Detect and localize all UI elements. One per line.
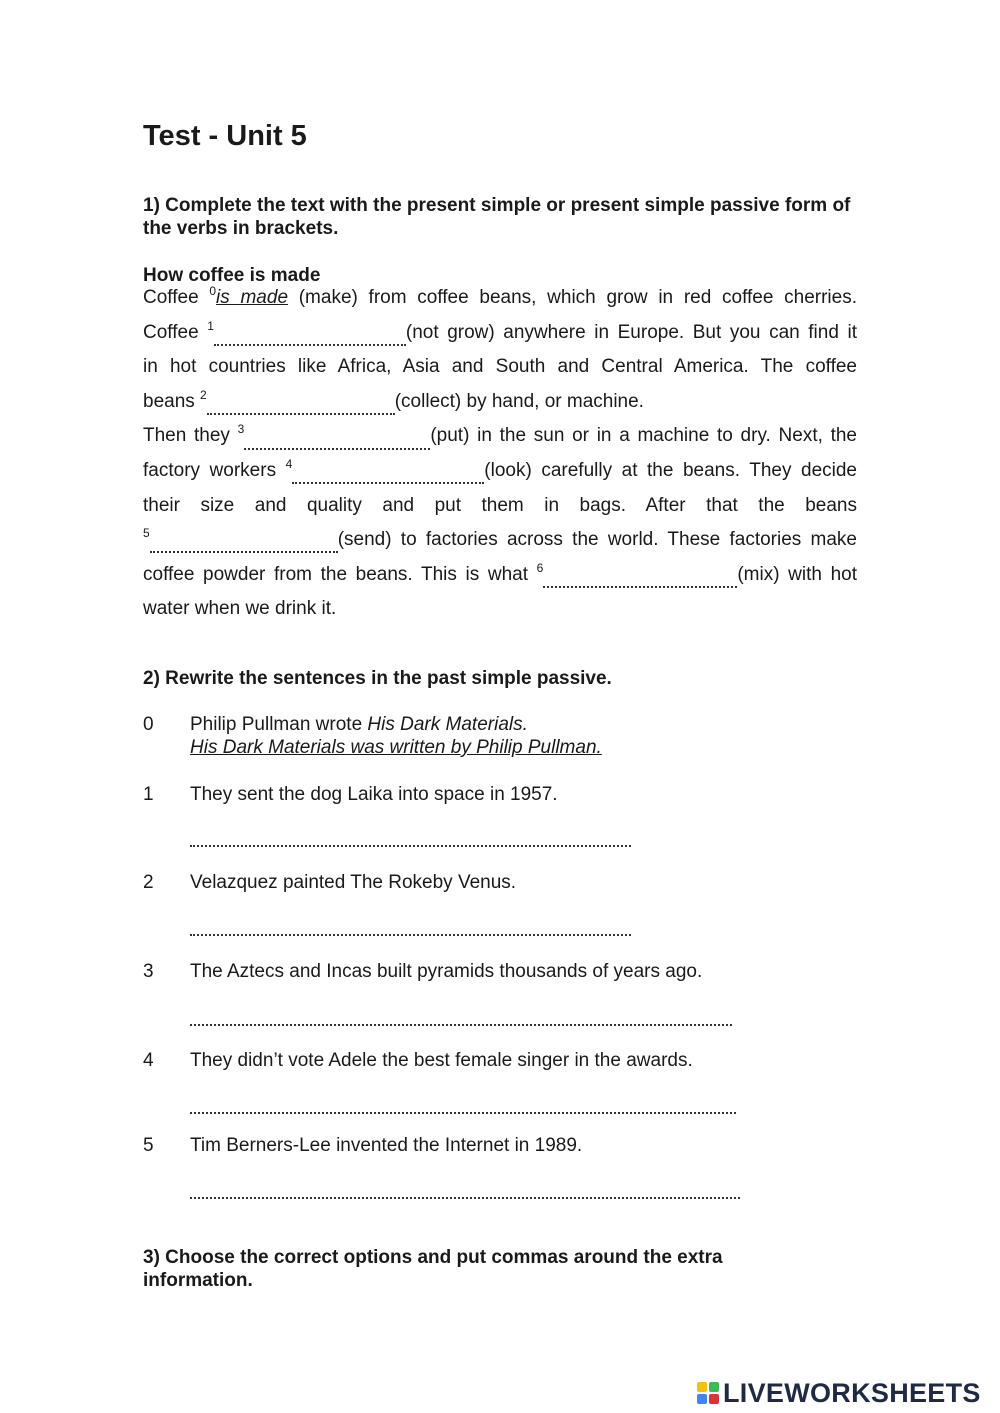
gap-4-input[interactable]	[292, 464, 484, 484]
liveworksheets-logo-icon	[697, 1380, 721, 1406]
gap-3-input[interactable]	[244, 430, 430, 450]
liveworksheets-logo	[697, 1376, 981, 1410]
text-line-5: Then they $^3$ (put) in the sun or in a machine to dry. Next, the	[143, 419, 857, 454]
section1-instruction: 1) Complete the text with the present simple or present simple passive form of the verbs in brackets.	[143, 195, 851, 239]
answer-input-4[interactable]	[190, 1098, 736, 1114]
logo-text: LIVEWORKSHEETS	[723, 1377, 981, 1408]
section3-instruction: 3) Choose the correct options and put commas around the extra information.	[143, 1247, 723, 1291]
answer-input-2[interactable]	[190, 920, 631, 936]
coffee-text	[143, 281, 857, 627]
text-line-6: factory workers $^4$ (look) carefully at the beans. They decide	[143, 454, 857, 489]
text-line-3: in hot countries like Africa, Asia and South and Central America. The coffee	[143, 356, 857, 378]
text-line-4: beans $^2$ (collect) by hand, or machine.	[143, 385, 857, 420]
example-answer: is made	[216, 287, 289, 308]
text-line-2: Coffee $^1$ (not grow) anywhere in Europe. But you can find it	[143, 316, 857, 351]
gap-1-input[interactable]	[214, 326, 406, 346]
section2-instruction: 2) Rewrite the sentences in the past simple passive.	[143, 668, 612, 689]
gap-6-input[interactable]	[543, 568, 737, 588]
page-title: Test - Unit 5	[143, 120, 307, 152]
section1-subheading: How coffee is made	[143, 265, 321, 286]
gap-2-input[interactable]	[207, 395, 395, 415]
text-line-8: $^5$ (send) to factories across the world. These factories make	[143, 523, 857, 558]
text-line-10: water when we drink it.	[143, 598, 337, 620]
gap-5-input[interactable]	[150, 533, 338, 553]
text-line-1: Coffee $^0$is made (make) from coffee beans, which grow in red coffee cherries.	[143, 284, 857, 308]
text-line-7: their size and quality and put them in bags. After that the beans	[143, 494, 857, 516]
answer-input-3[interactable]	[190, 1010, 732, 1026]
answer-input-1[interactable]	[190, 831, 631, 847]
answer-input-5[interactable]	[190, 1183, 740, 1199]
text-line-9: coffee powder from the beans. This is what $^6$ (mix) with hot	[143, 558, 857, 593]
